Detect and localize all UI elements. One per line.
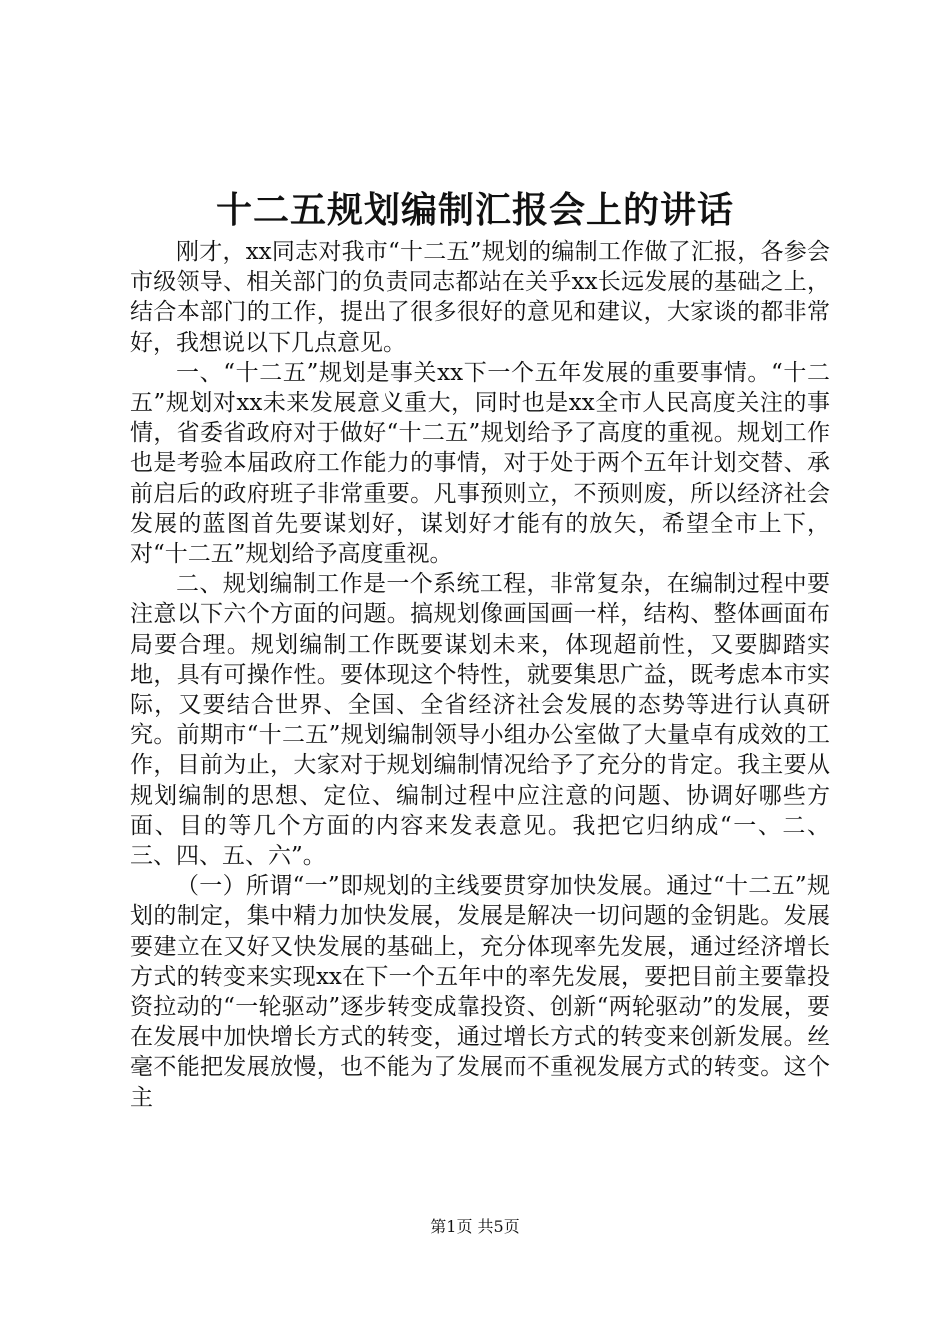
paragraph: 二、规划编制工作是一个系统工程，非常复杂，在编制过程中要注意以下六个方面的问题。搞规划像画国画一样，结构、整体画面布局要合理。规划编制工作既要谋划未来，体现超前性，又要脚踏实地，具有可操作性。要体现这个特性，就要集思广益，既考虑本市实际，又要结合世界、全国、全省经济社会发展的态势等进行认真研究。前期市“十二五”规划编制领导小组办公室做了大量卓有成效的工作，目前为止，大家对于规划编制情况给予了充分的肯定。我主要从规划编制的思想、定位、编制过程中应注意的问题、协调好哪些方面、目的等几个方面的内容来发表意见。我把它归纳成“一、二、三、四、五、六”。 bbox=[130, 571, 830, 870]
document-body bbox=[130, 237, 830, 1113]
paragraph: 一、“十二五”规划是事关xx下一个五年发展的重要事情。“十二五”规划对xx未来发展意义重大，同时也是xx全市人民高度关注的事情，省委省政府对于做好“十二五”规划给予了高度的重视。规划工作也是考验本届政府工作能力的事情，对于处于两个五年计划交替、承前启后的政府班子非常重要。凡事预则立，不预则废，所以经济社会发展的蓝图首先要谋划好，谋划好才能有的放矢，希望全市上下，对“十二五”规划给予高度重视。 bbox=[130, 359, 830, 568]
page-footer: 第1页 共5页 bbox=[430, 1217, 520, 1236]
document-title: 十二五规划编制汇报会上的讲话 bbox=[215, 189, 734, 231]
paragraph: （一）所谓“一”即规划的主线要贯穿加快发展。通过“十二五”规划的制定，集中精力加快发展，发展是解决一切问题的金钥匙。发展要建立在又好又快发展的基础上，充分体现率先发展，通过经济增长方式的转变来实现xx在下一个五年中的率先发展，要把目前主要靠投资拉动的“一轮驱动”逐步转变成靠投资、创新“两轮驱动”的发展，要在发展中加快增长方式的转变，通过增长方式的转变来创新发展。丝毫不能把发展放慢，也不能为了发展而不重视发展方式的转变。这个主 bbox=[130, 873, 830, 1111]
paragraph: 刚才，xx同志对我市“十二五”规划的编制工作做了汇报，各参会市级领导、相关部门的负责同志都站在关乎xx长远发展的基础之上，结合本部门的工作，提出了很多很好的意见和建议，大家谈的都非常好，我想说以下几点意见。 bbox=[130, 239, 830, 356]
